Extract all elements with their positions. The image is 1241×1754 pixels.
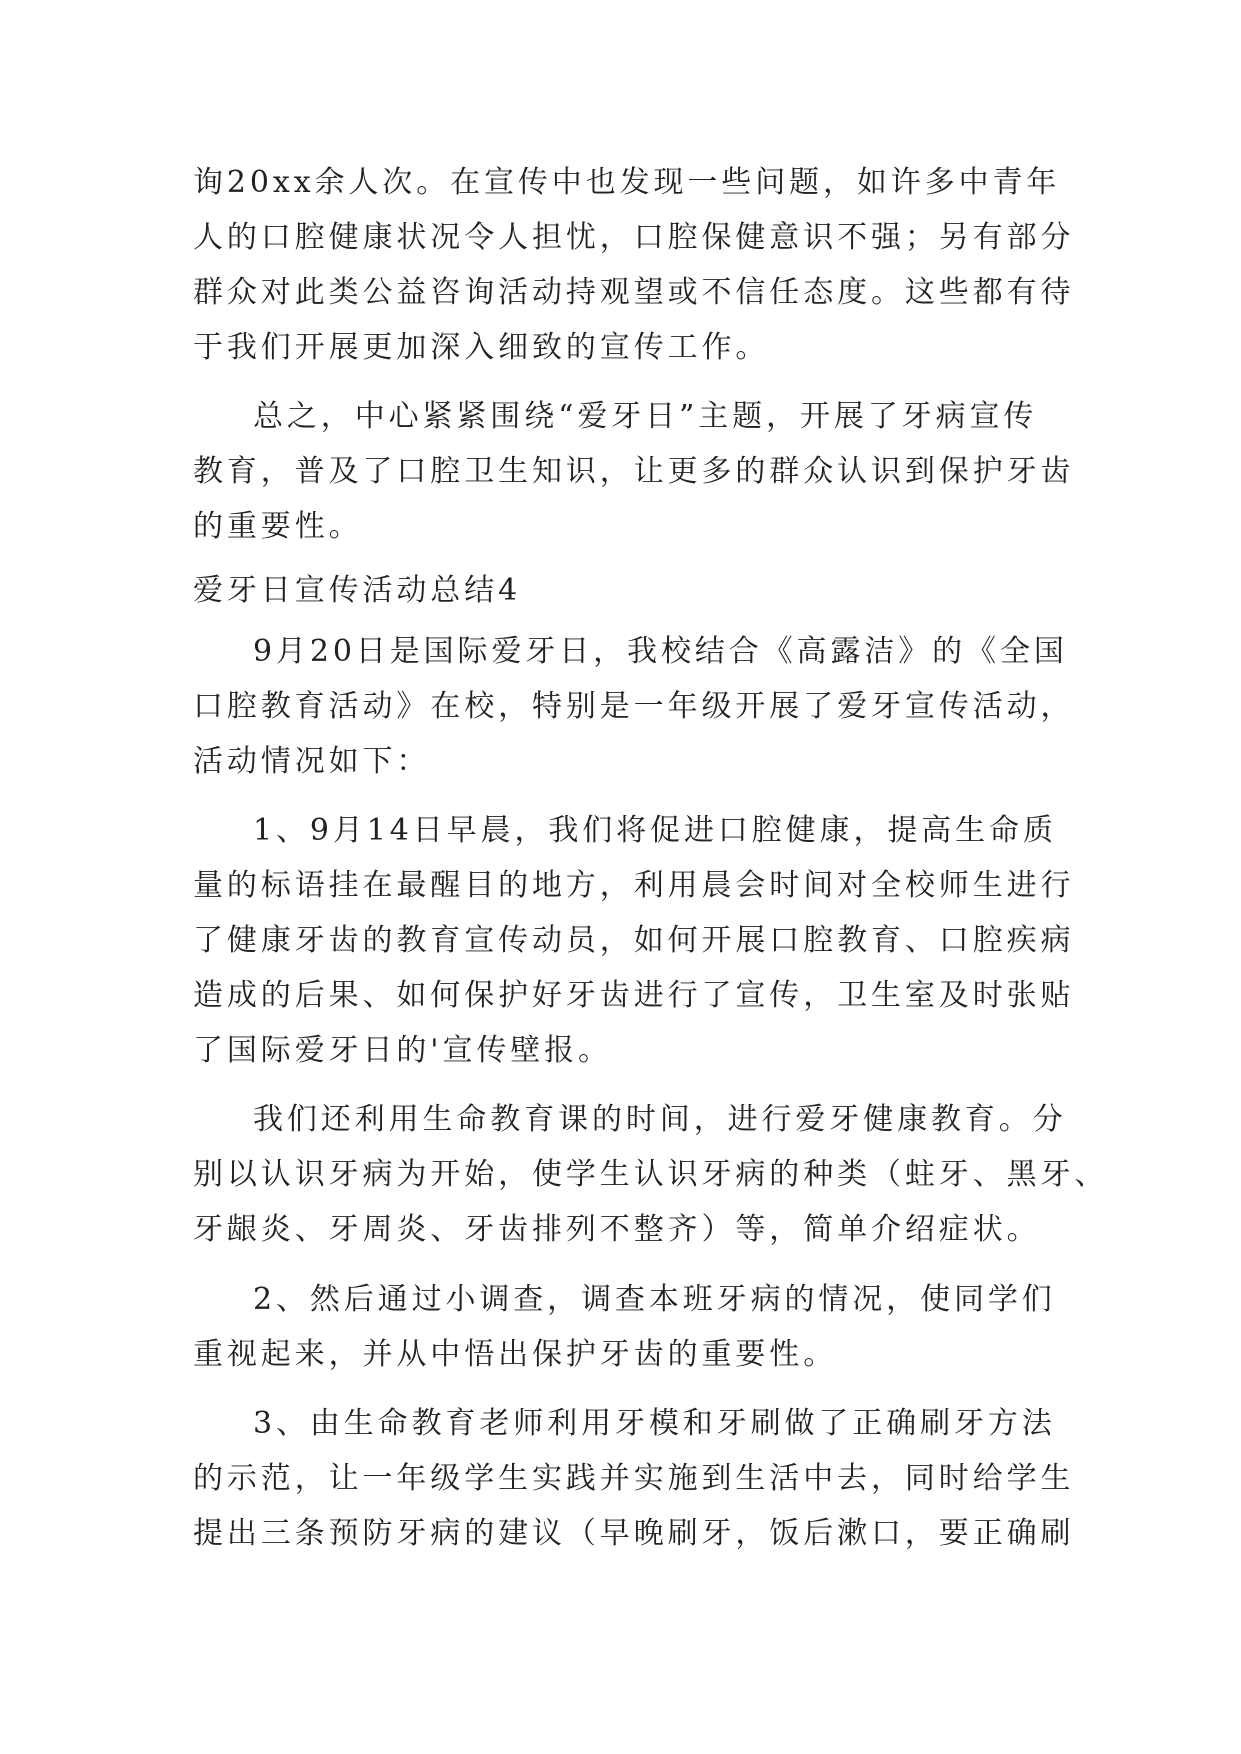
paragraph-line: 的重要性。: [193, 509, 363, 544]
paragraph-line: 询20xx余人次。在宣传中也发现一些问题，如许多中青年: [193, 165, 1061, 200]
paragraph-line: 教育，普及了口腔卫生知识，让更多的群众认识到保护牙齿: [193, 454, 1075, 489]
paragraph-line: 3、由生命教育老师利用牙模和牙刷做了正确刷牙方法: [253, 1406, 1056, 1441]
paragraph-line: 造成的后果、如何保护好牙齿进行了宣传，卫生室及时张贴: [193, 978, 1075, 1013]
paragraph-line: 了健康牙齿的教育宣传动员，如何开展口腔教育、口腔疾病: [193, 923, 1075, 958]
paragraph-line: 口腔教育活动》在校，特别是一年级开展了爱牙宣传活动，: [193, 689, 1075, 724]
paragraph-line: 我们还利用生命教育课的时间，进行爱牙健康教育。分: [253, 1102, 1067, 1137]
paragraph-line: 1、9月14日早晨，我们将促进口腔健康，提高生命质: [253, 813, 1057, 848]
paragraph-line: 牙龈炎、牙周炎、牙齿排列不整齐）等，简单介绍症状。: [193, 1212, 1041, 1247]
paragraph-line: 群众对此类公益咨询活动持观望或不信任态度。这些都有待: [193, 275, 1075, 310]
paragraph-line: 于我们开展更加深入细致的宣传工作。: [193, 330, 770, 365]
paragraph-line: 的示范，让一年级学生实践并实施到生活中去，同时给学生: [193, 1461, 1075, 1496]
paragraph-line: 总之，中心紧紧围绕“爱牙日”主题，开展了牙病宣传: [253, 399, 1038, 434]
paragraph-line: 重视起来，并从中悟出保护牙齿的重要性。: [193, 1337, 838, 1372]
paragraph-line: 了国际爱牙日的'宣传壁报。: [193, 1033, 612, 1068]
paragraph-line: 别以认识牙病为开始，使学生认识牙病的种类（蛀牙、黑牙、: [193, 1157, 1109, 1192]
paragraph-line: 活动情况如下：: [193, 744, 431, 779]
paragraph-line: 量的标语挂在最醒目的地方，利用晨会时间对全校师生进行: [193, 868, 1075, 903]
paragraph-line: 2、然后通过小调查，调查本班牙病的情况，使同学们: [253, 1282, 1056, 1317]
paragraph-line: 提出三条预防牙病的建议（早晚刷牙，饭后漱口，要正确刷: [193, 1516, 1075, 1551]
paragraph-line: 人的口腔健康状况令人担忧，口腔保健意识不强；另有部分: [193, 220, 1075, 255]
paragraph-line: 9月20日是国际爱牙日，我校结合《高露洁》的《全国: [253, 634, 1068, 669]
section-heading: 爱牙日宣传活动总结4: [193, 573, 522, 608]
